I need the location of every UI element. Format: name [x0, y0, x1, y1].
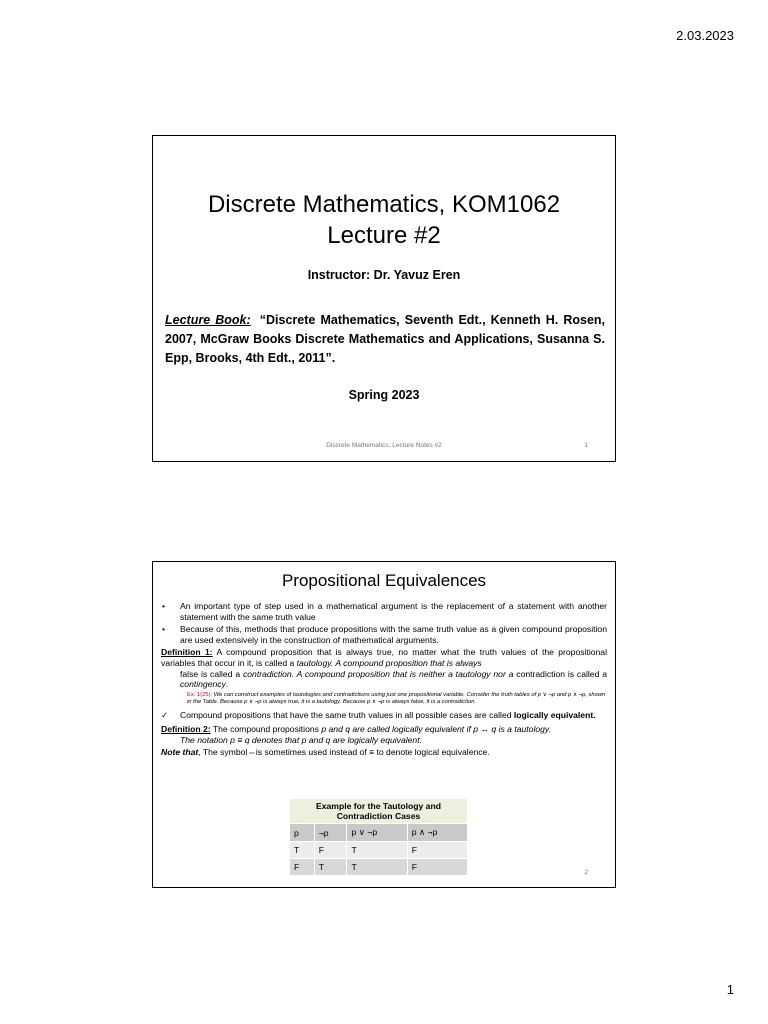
slide-1-title: [153, 189, 615, 251]
table-cell: F: [314, 842, 347, 859]
term-contradiction: contradiction: [242, 668, 292, 679]
definition-2-notation: [161, 735, 607, 746]
table-caption-line-1: Example for the Tautology and: [316, 801, 441, 811]
table-cell: F: [290, 859, 315, 876]
bullet-text: Because of this, methods that produce propositions with the same truth value as a given compound proposition are used extensively in the construction of mathematical arguments.: [180, 624, 607, 645]
definition-1-label: Definition 1:: [161, 647, 213, 658]
definition-1-text-italic: . A compound proposition that is neither a tautology nor a: [291, 668, 514, 679]
definition-1-continued: [161, 669, 607, 690]
table-header-cell: ¬p: [314, 824, 347, 842]
bullet-item: [161, 601, 607, 622]
example-1: [187, 692, 607, 706]
definition-1-text: false is called a: [180, 668, 243, 679]
instructor: Instructor: Dr. Yavuz Eren: [307, 268, 461, 282]
table-header-cell: p ∧ ¬p: [407, 824, 467, 842]
check-item: [161, 708, 607, 722]
table-cell: T: [347, 859, 407, 876]
lecture-book: [165, 311, 605, 368]
definition-2-text-italic: p and q are called logically equivalent if p ↔ q is a tautology.: [321, 724, 551, 735]
page-number: 1: [726, 982, 734, 997]
note-label: Note that: [161, 747, 199, 758]
definition-1: [161, 647, 607, 689]
checkmark-icon: ✓: [161, 710, 169, 721]
title-line-2: Lecture #2: [327, 222, 441, 249]
bullet-mark: •: [162, 624, 166, 635]
check-item-bold: logically equivalent.: [513, 710, 596, 721]
definition-1-text: .: [225, 679, 229, 690]
table-cell: F: [407, 859, 467, 876]
table-row: [290, 842, 468, 859]
table-caption-line-2: Contradiction Cases: [336, 811, 421, 821]
title-line-1: Discrete Mathematics, KOM1062: [207, 191, 561, 218]
table-header-row: [290, 824, 468, 842]
definition-2-text: The compound propositions: [210, 724, 322, 735]
definition-1-text: contradiction is called a: [513, 668, 607, 679]
slide-2: [152, 561, 616, 888]
bullet-text: An important type of step used in a mathematical argument is the replacement of a statement with another statement with the same truth value: [180, 601, 607, 622]
slide-footer: Discrete Mathematics, Lecture Notes #2: [326, 442, 442, 449]
definition-2: [161, 724, 607, 745]
table-header-cell: p ∨ ¬p: [347, 824, 407, 842]
bullet-mark: •: [162, 601, 166, 611]
table-cell: F: [407, 842, 467, 859]
table-cell: T: [290, 842, 315, 859]
page-date: 2.03.2023: [676, 28, 734, 43]
table-caption: [290, 799, 468, 824]
check-item-text: Compound propositions that have the same truth values in all possible cases are called: [180, 710, 514, 721]
lecture-book-label: Lecture Book:: [165, 313, 251, 327]
term-tautology: tautology: [296, 657, 331, 668]
table-row: [290, 859, 468, 876]
definition-2-label: Definition 2:: [161, 724, 211, 735]
truth-table: [289, 798, 468, 876]
lecture-book-text: “Discrete Mathematics, Seventh Edt., Kenneth H. Rosen, 2007, McGraw Books Discrete Mathematics and Applications, Susanna S. Epp, Brooks, 4th Edt., 2011”.: [165, 313, 606, 365]
slide-number: 2: [584, 869, 588, 876]
bullet-item: [161, 624, 607, 645]
note: [161, 747, 607, 758]
example-text: We can construct examples of tautologies and contradictions using just one propositional variable. Consider the truth tables of p ∨ ¬p and p ∧ ¬p, shown in the Table. Because p ∨ ¬p is always true, it is a tautology. Because p ∧ ¬p is always false, it is a contradiction.: [187, 691, 606, 705]
definition-1-text-italic: . A compound proposition that is always: [330, 657, 482, 668]
example-label: Ex. 1(25):: [187, 691, 213, 698]
table-cell: T: [347, 842, 407, 859]
table-cell: T: [314, 859, 347, 876]
slide-1: [152, 135, 616, 462]
table-header-cell: p: [290, 824, 315, 842]
definition-1-text: A compound proposition that is always true, no matter what the truth values of the propositional variables that occur in it, is called a: [161, 647, 607, 668]
term-contingency: contingency: [180, 679, 226, 690]
term: Spring 2023: [348, 388, 420, 402]
slide-2-title: Propositional Equivalences: [281, 571, 487, 590]
slide-number: 1: [584, 442, 588, 449]
note-text: , The symbol⇔is sometimes used instead of ≡ to denote logical equivalence.: [198, 747, 490, 758]
slide-2-body: [161, 601, 607, 758]
table-caption-row: [290, 799, 468, 824]
definition-2-notation-text: The notation p ≡ q denotes that p and q are logically equivalent.: [180, 734, 422, 745]
